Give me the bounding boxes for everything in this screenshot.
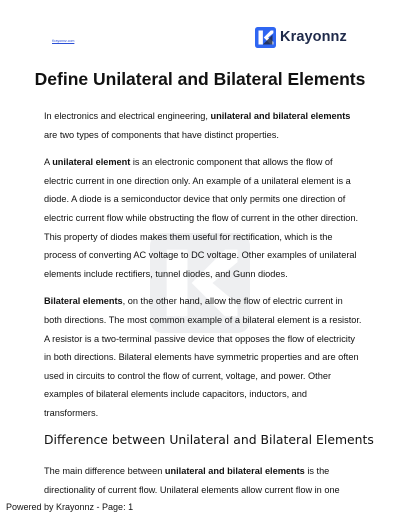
intro-text-end: are two types of components that have distinct properties. bbox=[44, 129, 279, 140]
difference-text: The main difference between bbox=[44, 466, 165, 476]
brand-logo bbox=[255, 26, 347, 48]
unilateral-text: A bbox=[44, 157, 53, 168]
unilateral-text-end: is an electronic component that allows the flow of electric current in one direction only. An example of a unilateral element is a diode. A diode is a semiconductor device that only permits one direction of electric current flow while obstructing the flow of current in the other direction. This property of diodes makes them useful for rectification, which is the process of converting AC voltage to DC voltage. Other examples of unilateral elements include rectifiers, tunnel diodes, and Gunn diodes. bbox=[44, 157, 359, 279]
page-footer: Powered by Krayonnz - Page: 1 bbox=[6, 502, 134, 512]
unilateral-bold: unilateral element bbox=[52, 157, 131, 168]
unilateral-paragraph bbox=[44, 153, 362, 283]
bilateral-bold: Bilateral elements bbox=[44, 296, 123, 307]
difference-paragraph bbox=[44, 462, 362, 499]
difference-bold: unilateral and bilateral elements bbox=[164, 466, 305, 476]
intro-text: In electronics and electrical engineering, bbox=[44, 111, 211, 121]
source-link[interactable]: Krayonnz.com bbox=[52, 39, 75, 43]
difference-heading: Difference between Unilateral and Bilateral Elements bbox=[44, 432, 374, 447]
difference-text-end: is the directionality of current flow. Unilateral elements allow current flow in one bbox=[44, 466, 340, 495]
krayonnz-logo-icon bbox=[255, 27, 276, 48]
article-body bbox=[44, 107, 362, 423]
brand-name: Krayonnz bbox=[280, 29, 347, 45]
bilateral-text-end: , on the other hand, allow the flow of electric current in both directions. The most common example of a bilateral element is a resistor. A resistor is a two-terminal passive device that opposes the flow of electricity in both directions. Bilateral elements have symmetric properties and are often used in circuits to control the flow of current, voltage, and power. Other examples of bilateral elements include capacitors, inductors, and transformers. bbox=[44, 296, 362, 418]
bilateral-paragraph bbox=[44, 292, 362, 422]
intro-bold: unilateral and bilateral elements bbox=[210, 111, 351, 121]
page-title: Define Unilateral and Bilateral Elements bbox=[34, 69, 366, 89]
intro-paragraph bbox=[44, 107, 362, 144]
